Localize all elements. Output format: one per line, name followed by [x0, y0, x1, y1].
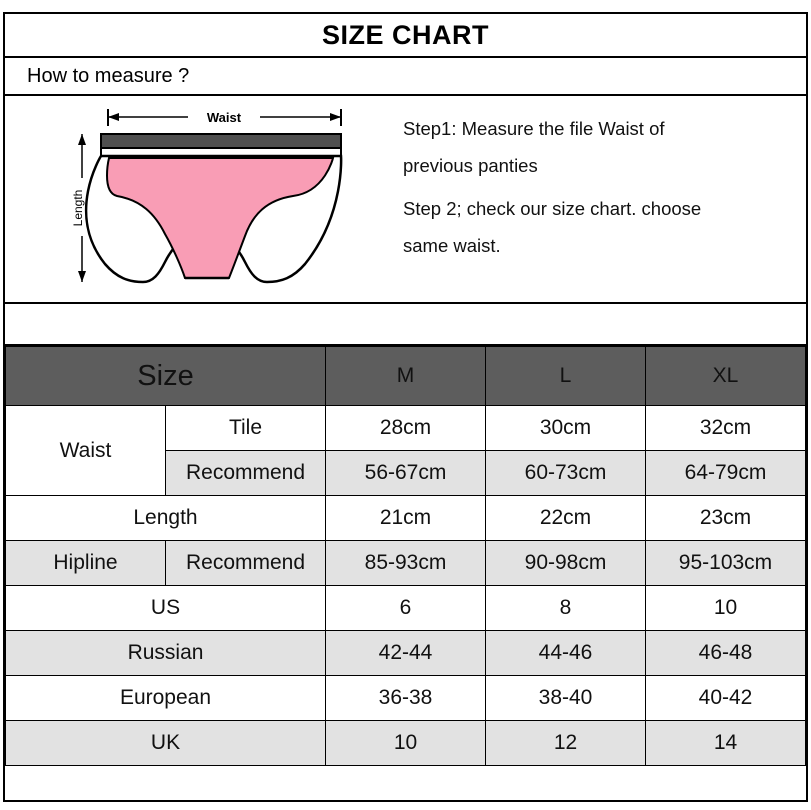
table-row	[6, 406, 806, 451]
row-label-uk: UK	[6, 721, 326, 766]
step-1-line-2: previous panties	[403, 155, 538, 176]
row-sub-waist-recommend: Recommend	[166, 451, 326, 496]
cell-hipline-l: 90-98cm	[486, 541, 646, 586]
cell-us-l: 8	[486, 586, 646, 631]
cell-european-m: 36-38	[326, 676, 486, 721]
table-row	[6, 676, 806, 721]
header-l: L	[486, 347, 646, 406]
row-sub-tile: Tile	[166, 406, 326, 451]
cell-hipline-m: 85-93cm	[326, 541, 486, 586]
chart-frame	[3, 12, 808, 802]
row-label-european: European	[6, 676, 326, 721]
row-label-us: US	[6, 586, 326, 631]
cell-us-m: 6	[326, 586, 486, 631]
cell-us-xl: 10	[646, 586, 806, 631]
cell-uk-xl: 14	[646, 721, 806, 766]
step-1-block	[403, 110, 796, 184]
table-row	[6, 586, 806, 631]
cell-uk-m: 10	[326, 721, 486, 766]
cell-waist-rec-xl: 64-79cm	[646, 451, 806, 496]
table-row	[6, 721, 806, 766]
svg-text:Waist: Waist	[206, 110, 242, 125]
table-header-row	[6, 347, 806, 406]
panty-diagram-svg	[5, 96, 385, 300]
cell-hipline-xl: 95-103cm	[646, 541, 806, 586]
cell-waist-tile-l: 30cm	[486, 406, 646, 451]
cell-russian-xl: 46-48	[646, 631, 806, 676]
table-row	[6, 541, 806, 586]
cell-russian-l: 44-46	[486, 631, 646, 676]
row-label-russian: Russian	[6, 631, 326, 676]
cell-waist-tile-xl: 32cm	[646, 406, 806, 451]
cell-length-xl: 23cm	[646, 496, 806, 541]
title-bar	[5, 14, 806, 58]
cell-european-xl: 40-42	[646, 676, 806, 721]
cell-length-l: 22cm	[486, 496, 646, 541]
cell-russian-m: 42-44	[326, 631, 486, 676]
cell-waist-rec-m: 56-67cm	[326, 451, 486, 496]
howto-bar	[5, 58, 806, 96]
cell-length-m: 21cm	[326, 496, 486, 541]
size-table	[5, 346, 806, 766]
cell-waist-rec-l: 60-73cm	[486, 451, 646, 496]
row-label-hipline: Hipline	[6, 541, 166, 586]
cell-uk-l: 12	[486, 721, 646, 766]
row-sub-hipline-recommend: Recommend	[166, 541, 326, 586]
header-m: M	[326, 347, 486, 406]
table-row	[6, 496, 806, 541]
header-xl: XL	[646, 347, 806, 406]
table-row	[6, 631, 806, 676]
page-title: SIZE CHART	[322, 19, 489, 50]
howto-label: How to measure ?	[27, 64, 190, 87]
step-1-line-1: Step1: Measure the file Waist of	[403, 118, 665, 139]
row-label-waist: Waist	[6, 406, 166, 496]
header-size: Size	[6, 347, 326, 406]
svg-text:Length: Length	[71, 189, 85, 227]
illustration-row	[5, 96, 806, 304]
steps-text	[385, 96, 806, 302]
row-label-length: Length	[6, 496, 326, 541]
step-2-line-1: Step 2; check our size chart. choose	[403, 198, 702, 219]
cell-european-l: 38-40	[486, 676, 646, 721]
spacer-strip	[5, 304, 806, 346]
cell-waist-tile-m: 28cm	[326, 406, 486, 451]
garment-illustration	[5, 96, 385, 302]
step-2-block	[403, 190, 796, 264]
step-2-line-2: same waist.	[403, 235, 501, 256]
